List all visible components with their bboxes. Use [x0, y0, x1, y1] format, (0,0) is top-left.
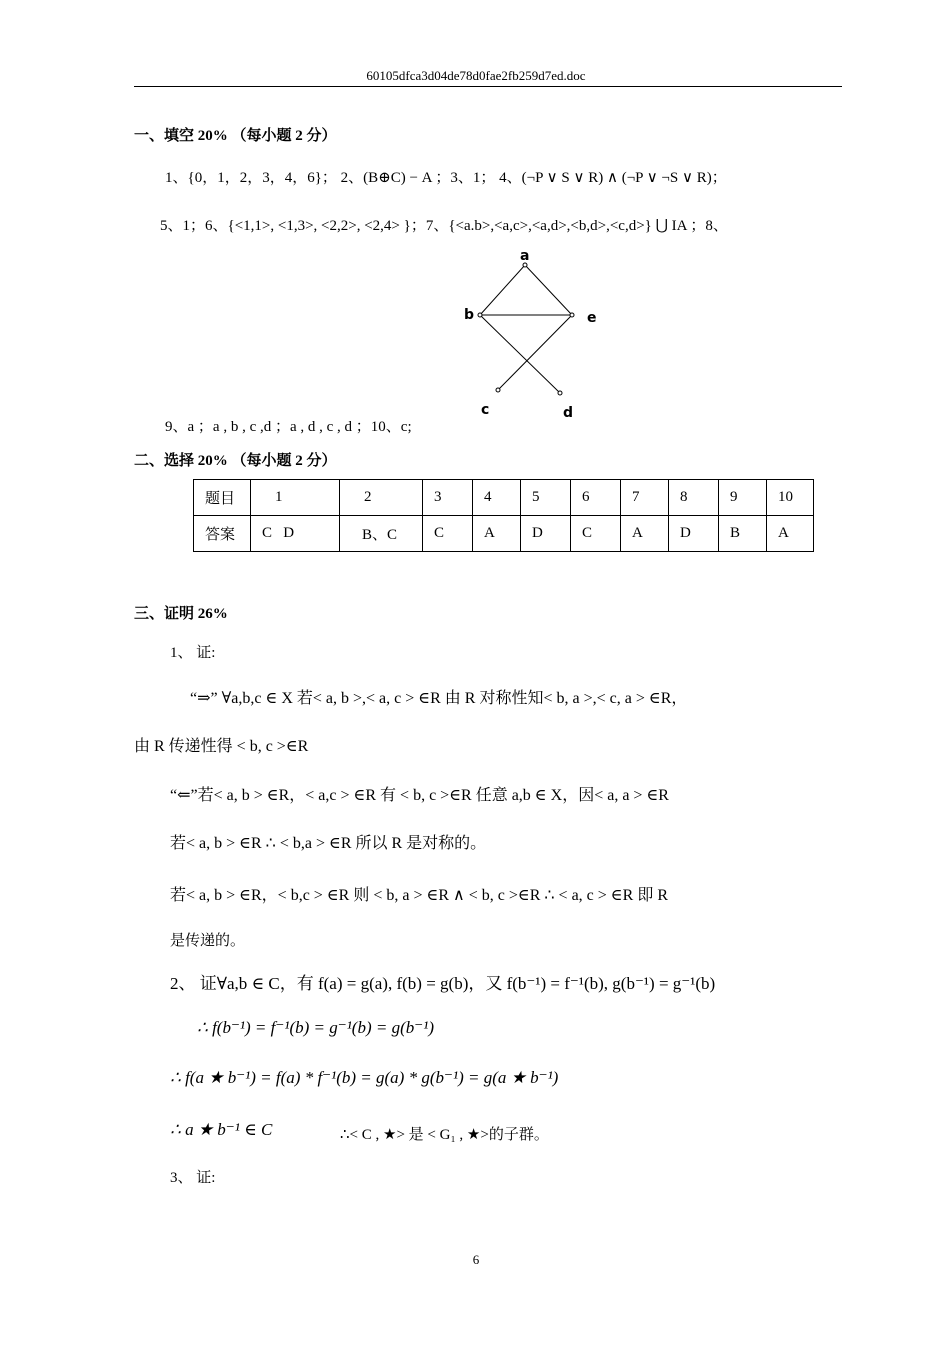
- node-e-label: e: [587, 310, 597, 326]
- node-b: [478, 313, 482, 317]
- proof-1-line-2: 由 R 传递性得 < b, c >∈R: [134, 738, 309, 755]
- table-number: 2: [340, 480, 423, 516]
- proof-1-line-5: 若< a, b > ∈R，< b,c > ∈R 则 < b, a > ∈R ∧ < b, c >∈R ∴ < a, c > ∈R 即 R: [170, 887, 668, 904]
- table-answer: D: [521, 516, 571, 552]
- table-header-label: 题目: [194, 480, 251, 516]
- node-d-label: d: [563, 405, 574, 421]
- table-number: 7: [621, 480, 669, 516]
- table-number: 9: [719, 480, 767, 516]
- table-answer: B: [719, 516, 767, 552]
- proof-2-line-4b: ∴< C , ★> 是 < G₁ , ★>的子群。: [340, 1127, 549, 1143]
- section-1-line-3: 9、a ；a , b , c ,d ；a , d , c , d ；10、c;: [165, 419, 412, 435]
- answer-table: [193, 479, 814, 552]
- edge-a-b: [480, 265, 525, 315]
- table-answer: D: [669, 516, 719, 552]
- node-a-label: a: [520, 248, 530, 264]
- table-number: 8: [669, 480, 719, 516]
- section-2-title: 二、选择 20% （每小题 2 分）: [134, 453, 337, 469]
- proof-1-line-1: “⇒” ∀a,b,c ∈ X 若< a, b >,< a, c > ∈R 由 R 对称性知< b, a >,< c, a > ∈R，: [190, 690, 688, 707]
- node-d: [558, 391, 562, 395]
- table-answer: A: [473, 516, 521, 552]
- section-1-title: 一、填空 20% （每小题 2 分）: [134, 128, 337, 144]
- proof-2-line-3: ∴ f(a ★ b⁻¹) = f(a) * f⁻¹(b) = g(a) * g(b⁻¹) = g(a ★ b⁻¹): [170, 1068, 559, 1087]
- table-answer-label: 答案: [194, 516, 251, 552]
- edge-b-d: [480, 315, 560, 393]
- proof-1-line-6: 是传递的。: [170, 933, 246, 949]
- section-3-title: 三、证明 26%: [134, 606, 228, 622]
- node-e: [570, 313, 574, 317]
- header-filename: 60105dfca3d04de78d0fae2fb259d7ed.doc: [366, 68, 586, 83]
- proof-3-label: 3、 证:: [170, 1170, 216, 1186]
- table-answer: C: [571, 516, 621, 552]
- proof-1-line-3: “⇐”若< a, b > ∈R，< a,c > ∈R 有 < b, c >∈R 任意 a,b ∈ X，因< a, a > ∈R: [170, 787, 669, 804]
- header-rule: [134, 86, 842, 87]
- page-number: 6: [472, 1252, 480, 1267]
- table-number: 3: [423, 480, 473, 516]
- table-number: 10: [767, 480, 814, 516]
- edge-a-e: [525, 265, 572, 315]
- table-answer: A: [621, 516, 669, 552]
- node-c-label: c: [481, 402, 490, 418]
- table-answer: C D: [251, 516, 340, 552]
- table-answer: B、C: [340, 516, 423, 552]
- table-row-numbers: [194, 480, 814, 516]
- table-answer: A: [767, 516, 814, 552]
- proof-2-line-4a: ∴ a ★ b⁻¹ ∈ C: [170, 1120, 273, 1139]
- section-1-line-2: 5、1；6、{<1,1>, <1,3>, <2,2>, <2,4> }；7、{<a.b>,<a,c>,<a,d>,<b,d>,<c,d>} ⋃ IA ；8、: [160, 218, 728, 234]
- proof-1-line-4: 若< a, b > ∈R ∴ < b,a > ∈R 所以 R 是对称的。: [170, 835, 487, 852]
- table-number: 5: [521, 480, 571, 516]
- edge-e-c: [498, 315, 572, 390]
- proof-2-line-2: ∴ f(b⁻¹) = f⁻¹(b) = g⁻¹(b) = g(b⁻¹): [197, 1018, 434, 1037]
- table-number: 4: [473, 480, 521, 516]
- proof-2-line-1: 2、 证∀a,b ∈ C，有 f(a) = g(a), f(b) = g(b)，又 f(b⁻¹) = f⁻¹(b), g(b⁻¹) = g⁻¹(b): [170, 974, 716, 993]
- table-row-answers: [194, 516, 814, 552]
- hasse-diagram: [455, 245, 595, 430]
- section-1-line-1: 1、{0，1，2，3，4，6}； 2、(B⊕C) − A ；3、1； 4、(¬P ∨ S ∨ R) ∧ (¬P ∨ ¬S ∨ R)；: [165, 170, 727, 186]
- node-b-label: b: [464, 307, 475, 323]
- table-number: 6: [571, 480, 621, 516]
- proof-1-label: 1、 证:: [170, 645, 216, 661]
- table-answer: C: [423, 516, 473, 552]
- table-number: 1: [251, 480, 340, 516]
- node-c: [496, 388, 500, 392]
